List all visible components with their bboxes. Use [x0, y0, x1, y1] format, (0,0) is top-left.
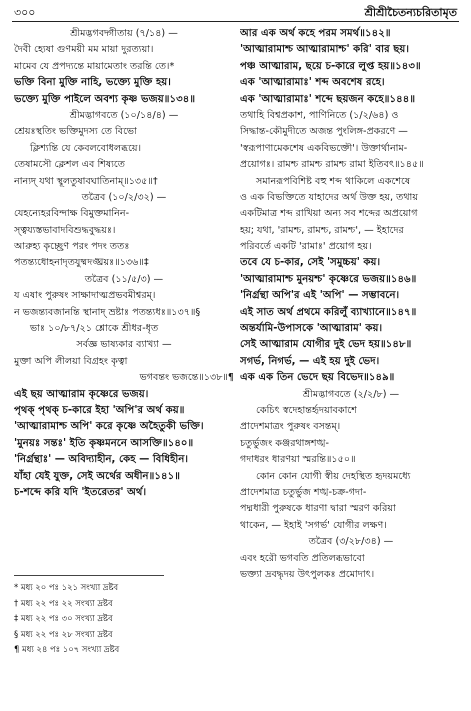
left-text-line: মামেব যে প্রপদ্যন্তে মায়ামেতাং তরন্তি তে।*: [14, 60, 175, 72]
left-text-line: তত্রৈব (১১/৫/৩) —: [84, 273, 164, 285]
footnote-line: § মধ্য ২২ পঃ ২৮ সংখ্যা দ্রষ্টব: [14, 628, 113, 639]
right-text-line: তবে যে চ-কার, সেই 'সমুচ্চয়' কয়।: [240, 257, 381, 269]
right-column: [240, 26, 462, 583]
left-text-line: এই ছয় আত্মারাম কৃষ্ণেরে ভজয়।: [14, 388, 149, 400]
left-text-line: সর্বজ্ঞ ভাষ্যকার ব্যাখ্যা —: [76, 339, 172, 351]
left-text-line: চ-শব্দে করি যদি 'ইতরেতর' অর্থ।: [14, 486, 147, 498]
footnote-line: ¶ মধ্য ২৪ পঃ ১০৭ সংখ্যা দ্রষ্টব: [14, 644, 120, 654]
right-text-line: প্রাদেশমাত্রং পুরুষং বসন্তম্।: [240, 421, 341, 433]
right-text-line: এই সাত অর্থ প্রথমে করিলুঁ ব্যাখ্যানে॥১৪৭॥: [240, 306, 417, 318]
right-text-line: সিদ্ধান্ত-কৌমুদীতে অজন্ত পুংলিঙ্গ-প্রকরণে —: [240, 126, 408, 138]
right-text-line: সমানরূপবিশিষ্ট বহু শব্দ থাকিলে একশেষে: [256, 175, 411, 187]
left-text-line: যাঁহা যেই যুক্ত, সেই অর্থের অধীন॥১৪১॥: [14, 470, 180, 482]
left-text-line: ক্লিশ্যন্তি যে কেবলবোধলব্ধয়ে।: [30, 142, 142, 154]
right-text-line: পরিবর্তে একটি 'রামাঃ' প্রয়োগ হয়।: [240, 241, 372, 253]
page-header: [14, 4, 457, 20]
left-text-line: 'নির্গ্রন্থাঃ' — অবিদ্যাহীন, কেহ — বিধিহীন।: [14, 454, 189, 466]
left-text-line: ন ভজন্ত্যবজানন্তি স্থানাদ্ ভ্রষ্টাঃ পতন্ত্যধঃ॥১৩৭॥§: [14, 306, 201, 318]
right-text-line: 'স্বরূপাণামেকশেষ একবিভক্তৌ'। উক্তার্থানাম-: [240, 142, 408, 154]
left-text-line: শ্রেয়ঃস্থতিং ভক্তিমুদস্য তে বিভো: [14, 126, 137, 138]
right-text-line: অন্তর্যামি-উপাসকে 'আত্মারাম' কয়।: [240, 323, 383, 335]
left-text-line: তত্রৈব (১০/২/৩২) —: [81, 191, 167, 203]
left-text-line: ভগবন্তং ভজন্তে॥১৩৮॥¶: [139, 372, 234, 384]
left-text-line: স্ত্বয্যস্তভাবাদবিশুদ্ধবুদ্ধয়ঃ।: [14, 224, 116, 236]
left-text-line: যেহন্যেহরবিন্দাক্ষ বিমুক্তমানিন-: [14, 208, 130, 220]
left-text-line: ভাঃ ১০/৮৭/২১ শ্লোকে শ্রীধর-ধৃত: [30, 323, 159, 335]
right-text-line: এক 'আত্মারামাঃ' শব্দে ছয়জন কহে॥১৪৪॥: [240, 93, 416, 105]
left-text-line: 'আত্মারামাশ্চ অপি' করে কৃষ্ণে অহৈতুকী ভক্তি।: [14, 421, 204, 433]
left-text-line: পৃথক্ পৃথক্ চ-কারে ইহা 'অপি'র অর্থ কয়॥: [14, 404, 185, 416]
right-text-line: 'নির্গ্রন্থা অপি'র এই 'অপি' — সম্ভাবনে।: [240, 290, 400, 302]
footnotes: [14, 580, 234, 658]
right-text-line: পদ্মধারী পুরুষকে ধারণা দ্বারা স্মরণ করিয়া: [240, 503, 396, 515]
right-text-line: ও এক বিভক্তিতে যাহাদের অর্থ উক্ত হয়, তথায়: [240, 191, 418, 203]
footnote-rule: [14, 575, 164, 576]
left-text-line: পতন্ত্যধোহনাদৃতযুষ্মদঙ্ঘ্রয়ঃ॥১৩৬॥‡: [14, 257, 149, 269]
left-column: [14, 26, 234, 501]
left-text-line: ভক্ত্যে মুক্তি পাইলে অবশ্য কৃষ্ণ ভজয়॥১৩৪॥: [14, 93, 196, 105]
right-text-line: ভক্ত্যা দ্রবদ্ধৃদয় উৎপুলকঃ প্রমোদাৎ।: [240, 568, 375, 580]
page-number: ৩০০: [14, 6, 36, 19]
right-text-line: প্রাদেশমাত্র চতুর্ভুজ শঙ্খ-চক্র-গদা-: [240, 486, 367, 498]
left-text-line: য এষাং পুরুষং সাক্ষাদাত্মপ্রভবমীশ্বরম্।: [14, 290, 156, 302]
running-title: শ্রীশ্রীচৈতন্যচরিতামৃত: [364, 6, 457, 19]
left-text-line: দৈবী হ্যেষা গুণময়ী মম মায়া দুরত্যয়া।: [14, 44, 154, 56]
footnote-line: * মধ্য ২০ পঃ ১২১ সংখ্যা দ্রষ্টব: [14, 582, 119, 592]
right-text-line: হয়; যথা, 'রামশ্চ, রামশ্চ, রামশ্চ', — ইহাদের: [240, 224, 404, 236]
right-text-line: সগর্ভ, নিগর্ভ, — এই হয় দুই ভেদ।: [240, 355, 380, 367]
header-rule: [12, 21, 459, 22]
right-text-line: 'আত্মারামাশ্চ আত্মারামাশ্চ' করি' বার ছয়।: [240, 44, 410, 56]
right-text-line: এক এক তিন ভেদে ছয় বিভেদ॥১৪৯॥: [240, 372, 395, 384]
left-text-line: আরুহ্য কৃচ্ছ্রেণ পরং পদং ততঃ: [14, 241, 130, 253]
right-text-line: তত্রৈব (৩/২৮/৩৪) —: [308, 536, 394, 548]
right-text-line: প্রয়োগঃ। রামশ্চ রামশ্চ রামশ্চ রামা ইতিবৎ॥১৪৫॥: [240, 159, 424, 171]
left-text-line: মুক্তা অপি লীলয়া বিগ্রহং কৃত্বা: [14, 355, 128, 367]
right-text-line: 'আত্মারামাশ্চ মুনয়শ্চ' কৃষ্ণেরে ভজয়॥১৪৬॥: [240, 273, 417, 285]
right-text-line: শ্রীমদ্ভাগবতে (২/২/৮) —: [302, 388, 400, 400]
right-text-line: তথাহি বিশ্বপ্রকাশ, পাণিনিতে (১/২/৬৪) ও: [240, 109, 399, 121]
footnote-line: † মধ্য ২২ পঃ ২২ সংখ্যা দ্রষ্টব: [14, 597, 113, 608]
right-text-line: পঞ্চ আত্মারাম, ছয়ে চ-কারে লুপ্ত হয়॥১৪৩॥: [240, 60, 421, 72]
footnote-line: ‡ মধ্য ২২ পঃ ৩০ সংখ্যা দ্রষ্টব: [14, 613, 113, 623]
right-text-line: এবং হরৌ ভগবতি প্রতিলব্ধভাবো: [240, 552, 365, 564]
right-text-line: সেই আত্মারাম যোগীর দুই ভেদ হয়॥১৪৮॥: [240, 339, 412, 351]
right-text-line: গদাধরং ধারণয়া স্মরন্তি॥১৫০॥: [240, 454, 356, 466]
left-text-line: তেষামসৌ ক্লেশল এব শিষ্যতে: [14, 159, 125, 171]
right-text-line: কোন কোন যোগী স্বীয় দেহস্থিত হৃদয়মধ্যে: [256, 470, 411, 482]
left-text-line: শ্রীমদ্ভাগবতে (১০/১৪/৪) —: [69, 109, 179, 121]
left-text-line: ভক্তি বিনা মুক্তি নাহি, ভক্ত্যে মুক্তি হয়।: [14, 77, 171, 89]
right-text-line: একটিমাত্র শব্দ রাখিয়া অন্য সব শব্দের অপ্রয়োগ: [240, 208, 418, 220]
right-text-line: এক 'আত্মারামাঃ' শব্দ অবশেষ রহে।: [240, 77, 385, 89]
right-text-line: চতুর্ভুজং কঞ্জরথাঙ্গশঙ্খ-: [240, 437, 330, 449]
right-text-line: থাকেন, — ইহাই 'সগর্ভ' যোগীর লক্ষণ।: [240, 519, 387, 531]
left-text-line: 'মুনয়ঃ সন্তঃ' ইতি কৃষ্ণমননে আসক্তি॥১৪০॥: [14, 437, 194, 449]
left-text-line: নান্যদ্ যথা স্থূলতুষাবঘাতিনাম্॥১৩৫॥†: [14, 175, 158, 187]
left-text-line: শ্রীমদ্ভগবদ্গীতায় (৭/১৪) —: [70, 28, 178, 39]
right-text-line: কেচিৎ স্বদেহান্তর্হৃদয়াবকাশে: [256, 404, 357, 416]
right-text-line: আর এক অর্থ কহে পরম সমর্থ॥১৪২॥: [240, 28, 391, 39]
